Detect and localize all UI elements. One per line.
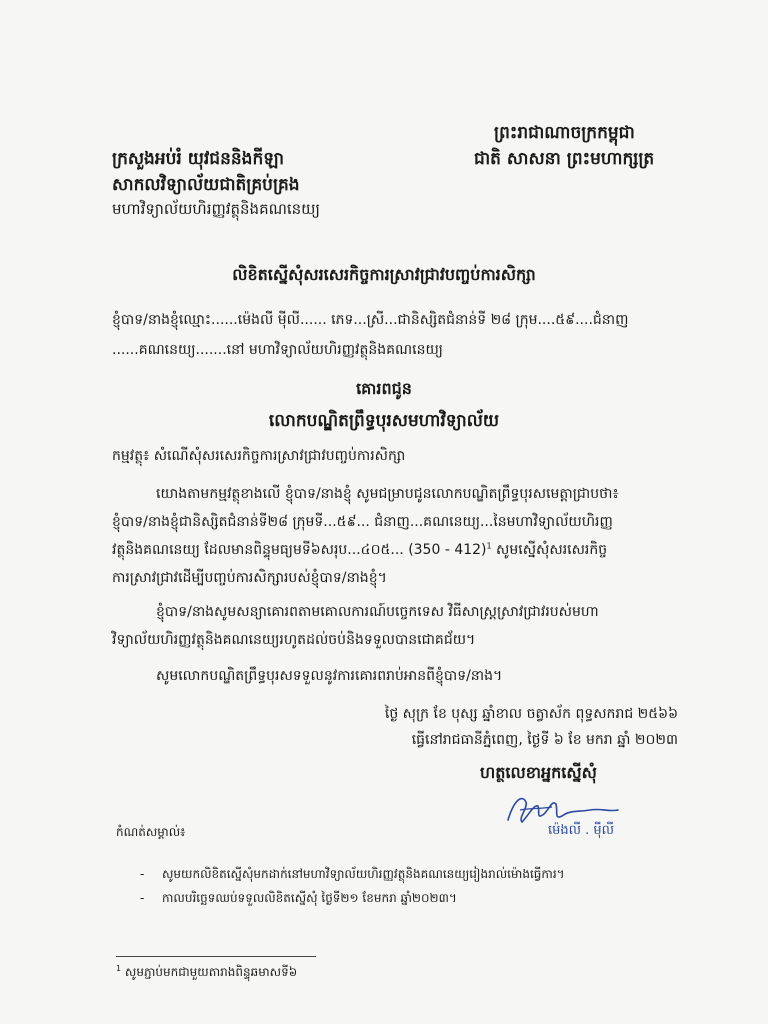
paragraph-2-line-1: ខ្ញុំបាទ/នាងសូមសន្យាគោរពតាមគោលការណ៍បច្ចេកទេស វិធីសាស្ត្រស្រាវជ្រាវរបស់មហា — [156, 604, 599, 620]
signatory-name: ម៉េងលី . ម៉ីលី — [548, 823, 615, 838]
paragraph-1-line-3-tail: សូមស្នើសុំសរសេរកិច្ច — [491, 542, 608, 558]
faculty-name: មហាវិទ្យាល័យហិរញ្ញវត្ថុនិងគណនេយ្យ — [112, 200, 320, 218]
footnote-reference: 1 — [486, 541, 492, 551]
document-title: លិខិតស្នើសុំសរសេរកិច្ចការស្រាវជ្រាវបញ្ចប់ការសិក្សា — [232, 265, 536, 284]
bullet-dash: - — [140, 867, 145, 881]
footnote — [116, 964, 297, 982]
solar-date: ធ្វើនៅរាជធានីភ្នំពេញ, ថ្ងៃទី ៦ ខែ មករា ឆ្នាំ ២០២៣ — [411, 732, 678, 748]
lunar-date: ថ្ងៃ សុក្រ ខែ បុស្ស ឆ្នាំខាល ចត្វាស័ក ពុទ្ធសករាជ ២៥៦៦ — [384, 706, 678, 722]
kingdom-heading: ព្រះរាជាណាចក្រកម្ពុជា — [494, 123, 635, 143]
note-item-text: កាលបរិច្ឆេទឈប់ទទួលលិខិតស្នើសុំ ថ្ងៃទី២១ ខែមករា ឆ្នាំ២០២៣។ — [162, 891, 457, 905]
paragraph-1-line-3-text: វត្ថុនិងគណនេយ្យ ដែលមានពិន្ទុមធ្យមទី៦សរុប...៤០៥... (350 - 412) — [112, 542, 487, 558]
notes-label: កំណត់សម្គាល់៖ — [116, 825, 186, 839]
note-item-text: សូមយកលិខិតស្នើសុំមកដាក់នៅមហាវិទ្យាល័យហិរញ្ញវត្ថុនិងគណនេយ្យរៀងរាល់ម៉ោងធ្វើការ។ — [162, 867, 565, 881]
footnote-divider — [116, 956, 316, 957]
paragraph-1-line-2: ខ្ញុំបាទ/នាងខ្ញុំជានិស្សិតជំនាន់ទី២៨ ក្រុមទី...៥៩... ជំនាញ...គណនេយ្យ...នៃមហាវិទ្យាល័យហិរញ្ញ — [112, 514, 613, 530]
handwritten-signature — [500, 790, 630, 850]
paragraph-1-line-4: ការស្រាវជ្រាវដើម្បីបញ្ចប់ការសិក្សារបស់ខ្ញុំបាទ/នាងខ្ញុំ។ — [112, 570, 387, 586]
paragraph-2-line-2: វិទ្យាល័យហិរញ្ញវត្ថុនិងគណនេយ្យរហូតដល់ចប់និងទទួលបានជោគជ័យ។ — [112, 632, 476, 648]
paragraph-1-line-3 — [112, 540, 607, 561]
bullet-dash: - — [140, 891, 145, 905]
intro-line-2: ......គណនេយ្យ.......នៅ មហាវិទ្យាល័យហិរញ្ញវត្ថុនិងគណនេយ្យ — [112, 342, 443, 358]
salutation-recipient: លោកបណ្ឌិតព្រឹទ្ធបុរសមហាវិទ្យាល័យ — [268, 411, 500, 431]
note-item — [140, 890, 457, 908]
intro-line-1: ខ្ញុំបាទ/នាងខ្ញុំឈ្មោះ......ម៉េងលី ម៉ីលី...... ភេទ...ស្រី...ជានិស្សិតជំនាន់ទី ២៨ ក្រុម....៥៩....ជំនាញ — [112, 312, 629, 328]
ministry-name: ក្រសួងអប់រំ យុវជននិងកីឡា — [112, 149, 285, 169]
subject-line: កម្មវត្ថុ៖ សំណើសុំសរសេរកិច្ចការស្រាវជ្រាវបញ្ចប់ការសិក្សា — [112, 448, 406, 464]
footnote-number: 1 — [116, 964, 122, 973]
note-item — [140, 866, 565, 884]
national-motto: ជាតិ សាសនា ព្រះមហាក្សត្រ — [474, 149, 655, 169]
footnote-text: សូមភ្ជាប់មកជាមួយតារាងពិន្ទុឆមាសទី៦ — [124, 965, 298, 979]
paragraph-3: សូមលោកបណ្ឌិតព្រឹទ្ធបុរសទទួលនូវការគោរពរាប់អានពីខ្ញុំបាទ/នាង។ — [156, 668, 503, 684]
signature-label: ហត្ថលេខាអ្នកស្នើសុំ — [480, 763, 597, 782]
university-name: សាកលវិទ្យាល័យជាតិគ្រប់គ្រង — [112, 175, 300, 195]
paragraph-1-line-1: យោងតាមកម្មវត្ថុខាងលើ ខ្ញុំបាទ/នាងខ្ញុំ សូមជម្រាបជូនលោកបណ្ឌិតព្រឹទ្ធបុរសមេត្តាជ្រាបថា៖ — [156, 486, 619, 502]
salutation-to: គោរពជូន — [356, 379, 412, 398]
